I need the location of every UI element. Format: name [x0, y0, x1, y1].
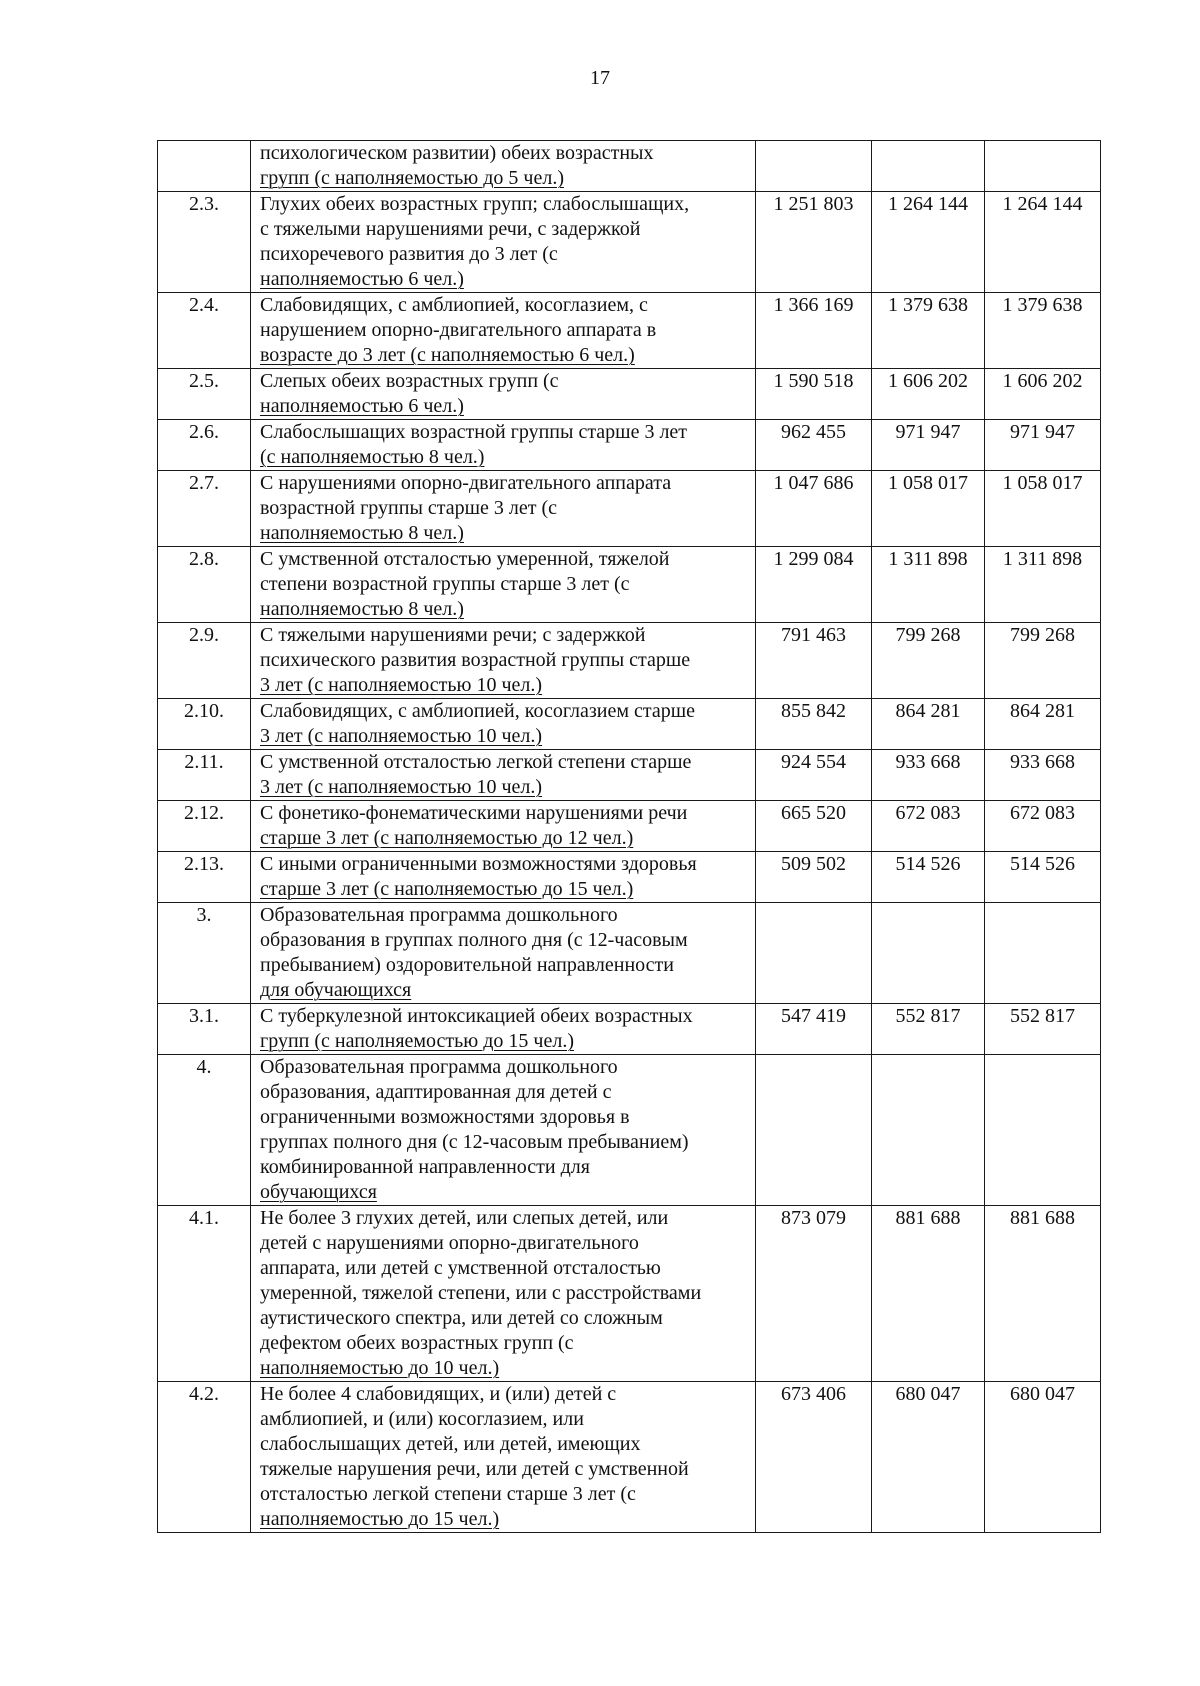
description-line: обучающихся: [260, 1181, 377, 1203]
description-line: слабослышащих детей, или детей, имеющих: [260, 1433, 641, 1455]
description-line: Глухих обеих возрастных групп; слабослышащих,: [260, 193, 690, 215]
value-cell-1: 509 502: [756, 852, 872, 903]
value-cell-2: 552 817: [872, 1004, 985, 1055]
value-cell-3: 1 379 638: [985, 293, 1101, 369]
value-cell-3: 881 688: [985, 1206, 1101, 1382]
value-cell-2: 1 379 638: [872, 293, 985, 369]
description-line: возрастной группы старше 3 лет (с: [260, 497, 558, 519]
table-row: [158, 801, 1101, 852]
row-number: 2.12.: [158, 801, 251, 852]
description-line: групп (с наполняемостью до 15 чел.): [260, 1030, 574, 1052]
value-cell-3: 1 058 017: [985, 471, 1101, 547]
value-cell-1: 962 455: [756, 420, 872, 471]
description-line: старше 3 лет (с наполняемостью до 12 чел.): [260, 827, 634, 849]
value-cell-3: 971 947: [985, 420, 1101, 471]
row-number: 2.9.: [158, 623, 251, 699]
description-line: С умственной отсталостью легкой степени старше: [260, 751, 692, 773]
value-cell-2: 1 264 144: [872, 192, 985, 293]
table-row: [158, 852, 1101, 903]
row-description: [251, 699, 756, 750]
value-cell-2: 672 083: [872, 801, 985, 852]
value-cell-2: 680 047: [872, 1382, 985, 1533]
value-cell-3: 680 047: [985, 1382, 1101, 1533]
description-line: Слабослышащих возрастной группы старше 3 лет: [260, 421, 688, 443]
table-row: [158, 903, 1101, 1004]
value-cell-3: 1 606 202: [985, 369, 1101, 420]
description-line: нарушением опорно-двигательного аппарата в: [260, 319, 657, 341]
row-description: [251, 471, 756, 547]
description-line: групп (с наполняемостью до 5 чел.): [260, 167, 564, 189]
table-row: [158, 699, 1101, 750]
description-line: С нарушениями опорно-двигательного аппарата: [260, 472, 672, 494]
value-cell-1: 1 366 169: [756, 293, 872, 369]
description-line: степени возрастной группы старше 3 лет (с: [260, 573, 630, 595]
value-cell-3: 672 083: [985, 801, 1101, 852]
value-cell-1: [756, 903, 872, 1004]
row-number: 4.: [158, 1055, 251, 1206]
description-line: наполняемостью до 15 чел.): [260, 1508, 500, 1530]
description-line: пребыванием) оздоровительной направленности: [260, 954, 674, 976]
value-cell-2: 1 311 898: [872, 547, 985, 623]
value-cell-2: [872, 141, 985, 192]
table-row: [158, 1382, 1101, 1533]
description-line: 3 лет (с наполняемостью 10 чел.): [260, 725, 543, 747]
row-number: 3.1.: [158, 1004, 251, 1055]
description-line: С тяжелыми нарушениями речи; с задержкой: [260, 624, 646, 646]
description-line: наполняемостью 6 чел.): [260, 395, 464, 417]
description-line: 3 лет (с наполняемостью 10 чел.): [260, 674, 543, 696]
description-line: психического развития возрастной группы старше: [260, 649, 691, 671]
value-cell-2: 933 668: [872, 750, 985, 801]
description-line: детей с нарушениями опорно-двигательного: [260, 1232, 639, 1254]
value-cell-1: 791 463: [756, 623, 872, 699]
page-number: 17: [590, 67, 610, 89]
value-cell-3: [985, 1055, 1101, 1206]
table-row: [158, 471, 1101, 547]
description-line: Не более 3 глухих детей, или слепых детей, или: [260, 1207, 669, 1229]
table-row: [158, 547, 1101, 623]
table-row: [158, 623, 1101, 699]
row-description: [251, 1382, 756, 1533]
value-cell-3: 933 668: [985, 750, 1101, 801]
row-number: 2.10.: [158, 699, 251, 750]
value-cell-1: 665 520: [756, 801, 872, 852]
description-line: психоречевого развития до 3 лет (с: [260, 243, 558, 265]
description-line: с тяжелыми нарушениями речи, с задержкой: [260, 218, 641, 240]
table-row: [158, 192, 1101, 293]
value-cell-1: 1 299 084: [756, 547, 872, 623]
description-line: наполняемостью 8 чел.): [260, 522, 464, 544]
description-line: комбинированной направленности для: [260, 1156, 590, 1178]
tariff-table: [157, 140, 1101, 1533]
description-line: отсталостью легкой степени старше 3 лет (с: [260, 1483, 636, 1505]
value-cell-2: [872, 903, 985, 1004]
description-line: возрасте до 3 лет (с наполняемостью 6 чел.): [260, 344, 635, 366]
description-line: образования в группах полного дня (с 12-часовым: [260, 929, 688, 951]
table-row: [158, 369, 1101, 420]
row-number: 2.11.: [158, 750, 251, 801]
row-number: 2.6.: [158, 420, 251, 471]
value-cell-3: 1 264 144: [985, 192, 1101, 293]
description-line: ограниченными возможностями здоровья в: [260, 1106, 630, 1128]
value-cell-1: 924 554: [756, 750, 872, 801]
table-row: [158, 141, 1101, 192]
value-cell-1: 873 079: [756, 1206, 872, 1382]
description-line: для обучающихся: [260, 979, 412, 1001]
description-line: тяжелые нарушения речи, или детей с умственной: [260, 1458, 689, 1480]
value-cell-3: 799 268: [985, 623, 1101, 699]
description-line: образования, адаптированная для детей с: [260, 1081, 612, 1103]
row-description: [251, 1004, 756, 1055]
table-row: [158, 420, 1101, 471]
value-cell-2: 1 606 202: [872, 369, 985, 420]
description-line: Образовательная программа дошкольного: [260, 1056, 618, 1078]
row-number: 4.2.: [158, 1382, 251, 1533]
description-line: амблиопией, и (или) косоглазием, или: [260, 1408, 584, 1430]
table-body: [158, 141, 1101, 1533]
row-description: [251, 750, 756, 801]
value-cell-3: 864 281: [985, 699, 1101, 750]
description-line: С иными ограниченными возможностями здоровья: [260, 853, 697, 875]
description-line: (с наполняемостью 8 чел.): [260, 446, 485, 468]
row-description: [251, 420, 756, 471]
row-number: 3.: [158, 903, 251, 1004]
value-cell-3: [985, 903, 1101, 1004]
value-cell-1: 1 047 686: [756, 471, 872, 547]
table-row: [158, 293, 1101, 369]
description-line: аппарата, или детей с умственной отсталостью: [260, 1257, 661, 1279]
value-cell-3: 1 311 898: [985, 547, 1101, 623]
value-cell-1: [756, 141, 872, 192]
table-row: [158, 750, 1101, 801]
value-cell-3: 552 817: [985, 1004, 1101, 1055]
value-cell-1: 673 406: [756, 1382, 872, 1533]
description-line: С туберкулезной интоксикацией обеих возрастных: [260, 1005, 693, 1027]
row-number: 2.4.: [158, 293, 251, 369]
row-description: [251, 903, 756, 1004]
description-line: наполняемостью до 10 чел.): [260, 1357, 500, 1379]
row-description: [251, 1206, 756, 1382]
description-line: 3 лет (с наполняемостью 10 чел.): [260, 776, 543, 798]
value-cell-2: 864 281: [872, 699, 985, 750]
value-cell-2: 881 688: [872, 1206, 985, 1382]
value-cell-1: 547 419: [756, 1004, 872, 1055]
description-line: умеренной, тяжелой степени, или с расстройствами: [260, 1282, 702, 1304]
value-cell-2: 799 268: [872, 623, 985, 699]
row-description: [251, 623, 756, 699]
value-cell-1: [756, 1055, 872, 1206]
description-line: Слабовидящих, с амблиопией, косоглазием старше: [260, 700, 696, 722]
row-number: 4.1.: [158, 1206, 251, 1382]
description-line: Слабовидящих, с амблиопией, косоглазием, с: [260, 294, 648, 316]
row-description: [251, 293, 756, 369]
value-cell-2: 1 058 017: [872, 471, 985, 547]
description-line: Слепых обеих возрастных групп (с: [260, 370, 559, 392]
description-line: наполняемостью 6 чел.): [260, 268, 464, 290]
value-cell-3: [985, 141, 1101, 192]
description-line: С фонетико-фонематическими нарушениями речи: [260, 802, 688, 824]
value-cell-3: 514 526: [985, 852, 1101, 903]
description-line: психологическом развитии) обеих возрастных: [260, 142, 654, 164]
row-description: [251, 801, 756, 852]
row-number: 2.3.: [158, 192, 251, 293]
row-number: 2.8.: [158, 547, 251, 623]
row-description: [251, 369, 756, 420]
value-cell-1: 1 251 803: [756, 192, 872, 293]
row-description: [251, 192, 756, 293]
row-description: [251, 547, 756, 623]
table-row: [158, 1055, 1101, 1206]
row-description: [251, 141, 756, 192]
row-number: 2.7.: [158, 471, 251, 547]
table-row: [158, 1004, 1101, 1055]
row-description: [251, 1055, 756, 1206]
value-cell-2: [872, 1055, 985, 1206]
description-line: Не более 4 слабовидящих, и (или) детей с: [260, 1383, 617, 1405]
value-cell-1: 855 842: [756, 699, 872, 750]
description-line: Образовательная программа дошкольного: [260, 904, 618, 926]
description-line: С умственной отсталостью умеренной, тяжелой: [260, 548, 670, 570]
value-cell-2: 971 947: [872, 420, 985, 471]
row-number: [158, 141, 251, 192]
description-line: наполняемостью 8 чел.): [260, 598, 464, 620]
value-cell-1: 1 590 518: [756, 369, 872, 420]
row-number: 2.13.: [158, 852, 251, 903]
description-line: старше 3 лет (с наполняемостью до 15 чел.): [260, 878, 634, 900]
value-cell-2: 514 526: [872, 852, 985, 903]
row-description: [251, 852, 756, 903]
description-line: дефектом обеих возрастных групп (с: [260, 1332, 574, 1354]
table-row: [158, 1206, 1101, 1382]
description-line: группах полного дня (с 12-часовым пребыванием): [260, 1131, 689, 1153]
row-number: 2.5.: [158, 369, 251, 420]
description-line: аутистического спектра, или детей со сложным: [260, 1307, 663, 1329]
